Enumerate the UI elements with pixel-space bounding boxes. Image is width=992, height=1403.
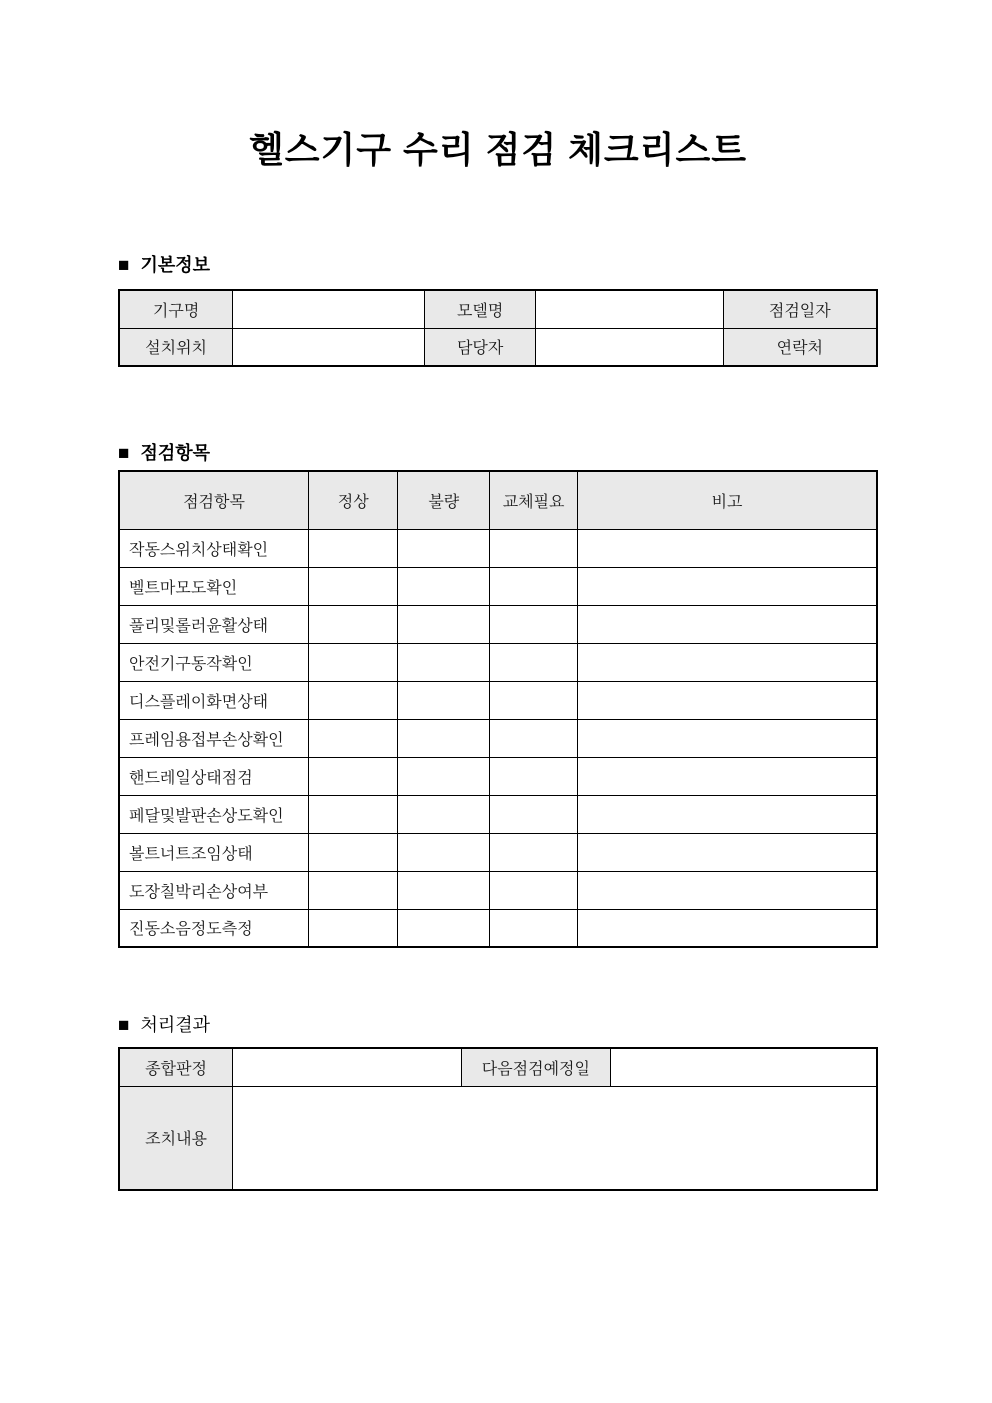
model-name-value-cell bbox=[536, 290, 723, 328]
checklist-item-row bbox=[119, 795, 877, 833]
check-cell-normal bbox=[309, 529, 398, 567]
checklist-item-row bbox=[119, 605, 877, 643]
check-cell-replace bbox=[490, 643, 578, 681]
remarks-cell bbox=[578, 643, 877, 681]
check-cell-replace bbox=[490, 795, 578, 833]
remarks-cell bbox=[578, 871, 877, 909]
basic-info-row-1 bbox=[119, 290, 877, 328]
result-table bbox=[118, 1047, 878, 1191]
check-cell-replace bbox=[490, 605, 578, 643]
column-header-remarks: 비고 bbox=[578, 471, 877, 529]
check-cell-defect bbox=[398, 833, 490, 871]
check-cell-defect bbox=[398, 757, 490, 795]
item-label-cell: 핸드레일상태점검 bbox=[119, 757, 309, 795]
item-label-cell: 풀리및롤러윤활상태 bbox=[119, 605, 309, 643]
next-inspection-date-value-cell bbox=[610, 1048, 877, 1086]
label-person-in-charge: 담당자 bbox=[424, 328, 535, 366]
page-title: 헬스기구 수리 점검 체크리스트 bbox=[248, 129, 748, 170]
label-model-name: 모델명 bbox=[424, 290, 535, 328]
checklist-item-row bbox=[119, 643, 877, 681]
check-cell-defect bbox=[398, 567, 490, 605]
check-cell-normal bbox=[309, 567, 398, 605]
check-cell-replace bbox=[490, 529, 578, 567]
section-marker-icon: ■ bbox=[118, 442, 130, 464]
remarks-cell bbox=[578, 757, 877, 795]
label-next-inspection-date: 다음점검예정일 bbox=[462, 1048, 611, 1086]
checklist-item-row bbox=[119, 757, 877, 795]
remarks-cell bbox=[578, 909, 877, 947]
label-install-location: 설치위치 bbox=[119, 328, 233, 366]
checklist-item-row bbox=[119, 909, 877, 947]
checklist-item-row bbox=[119, 567, 877, 605]
column-header-defect: 불량 bbox=[398, 471, 490, 529]
result-heading bbox=[118, 1012, 878, 1038]
column-header-replace: 교체필요 bbox=[490, 471, 578, 529]
check-cell-normal bbox=[309, 757, 398, 795]
check-cell-normal bbox=[309, 719, 398, 757]
check-cell-defect bbox=[398, 643, 490, 681]
check-cell-defect bbox=[398, 605, 490, 643]
item-label-cell: 볼트너트조임상태 bbox=[119, 833, 309, 871]
column-header-item: 점검항목 bbox=[119, 471, 309, 529]
label-contact: 연락처 bbox=[723, 328, 877, 366]
checklist-item-row bbox=[119, 529, 877, 567]
remarks-cell bbox=[578, 605, 877, 643]
checklist-item-row bbox=[119, 833, 877, 871]
result-row-2 bbox=[119, 1086, 877, 1190]
remarks-cell bbox=[578, 833, 877, 871]
check-cell-normal bbox=[309, 833, 398, 871]
remarks-cell bbox=[578, 795, 877, 833]
section-marker-icon: ■ bbox=[118, 1014, 130, 1036]
item-label-cell: 안전기구동작확인 bbox=[119, 643, 309, 681]
basic-info-heading bbox=[118, 252, 878, 278]
checklist-item-row bbox=[119, 871, 877, 909]
check-cell-normal bbox=[309, 871, 398, 909]
label-equipment-name: 기구명 bbox=[119, 290, 233, 328]
item-label-cell: 벨트마모도확인 bbox=[119, 567, 309, 605]
result-row-1 bbox=[119, 1048, 877, 1086]
item-label-cell: 도장칠박리손상여부 bbox=[119, 871, 309, 909]
check-cell-normal bbox=[309, 605, 398, 643]
check-cell-replace bbox=[490, 871, 578, 909]
label-overall-judgment: 종합판정 bbox=[119, 1048, 233, 1086]
item-label-cell: 프레임용접부손상확인 bbox=[119, 719, 309, 757]
check-cell-normal bbox=[309, 681, 398, 719]
basic-info-table bbox=[118, 289, 878, 367]
label-action-details: 조치내용 bbox=[119, 1086, 233, 1190]
section-checklist bbox=[118, 440, 878, 948]
check-cell-defect bbox=[398, 795, 490, 833]
section-marker-icon: ■ bbox=[118, 254, 130, 276]
basic-info-row-2 bbox=[119, 328, 877, 366]
person-in-charge-value-cell bbox=[536, 328, 723, 366]
remarks-cell bbox=[578, 719, 877, 757]
check-cell-defect bbox=[398, 529, 490, 567]
check-cell-replace bbox=[490, 757, 578, 795]
check-cell-defect bbox=[398, 871, 490, 909]
item-label-cell: 작동스위치상태확인 bbox=[119, 529, 309, 567]
overall-judgment-value-cell bbox=[233, 1048, 462, 1086]
checklist-table bbox=[118, 470, 878, 948]
checklist-heading-label: 점검항목 bbox=[140, 443, 211, 463]
remarks-cell bbox=[578, 529, 877, 567]
check-cell-defect bbox=[398, 681, 490, 719]
checklist-heading bbox=[118, 440, 878, 466]
check-cell-replace bbox=[490, 909, 578, 947]
check-cell-defect bbox=[398, 719, 490, 757]
check-cell-replace bbox=[490, 567, 578, 605]
label-inspection-date: 점검일자 bbox=[723, 290, 877, 328]
basic-info-heading-label: 기본정보 bbox=[140, 255, 211, 275]
check-cell-normal bbox=[309, 643, 398, 681]
check-cell-replace bbox=[490, 833, 578, 871]
check-cell-normal bbox=[309, 909, 398, 947]
checklist-item-row bbox=[119, 681, 877, 719]
check-cell-replace bbox=[490, 681, 578, 719]
column-header-normal: 정상 bbox=[309, 471, 398, 529]
check-cell-normal bbox=[309, 795, 398, 833]
checklist-header-row bbox=[119, 471, 877, 529]
check-cell-defect bbox=[398, 909, 490, 947]
item-label-cell: 진동소음정도측정 bbox=[119, 909, 309, 947]
item-label-cell: 디스플레이화면상태 bbox=[119, 681, 309, 719]
checklist-item-row bbox=[119, 719, 877, 757]
section-basic-info bbox=[118, 252, 878, 367]
check-cell-replace bbox=[490, 719, 578, 757]
item-label-cell: 페달및발판손상도확인 bbox=[119, 795, 309, 833]
equipment-name-value-cell bbox=[233, 290, 425, 328]
result-heading-label: 처리결과 bbox=[140, 1015, 211, 1035]
install-location-value-cell bbox=[233, 328, 425, 366]
remarks-cell bbox=[578, 681, 877, 719]
section-result bbox=[118, 1012, 878, 1191]
remarks-cell bbox=[578, 567, 877, 605]
action-details-value-cell bbox=[233, 1086, 877, 1190]
